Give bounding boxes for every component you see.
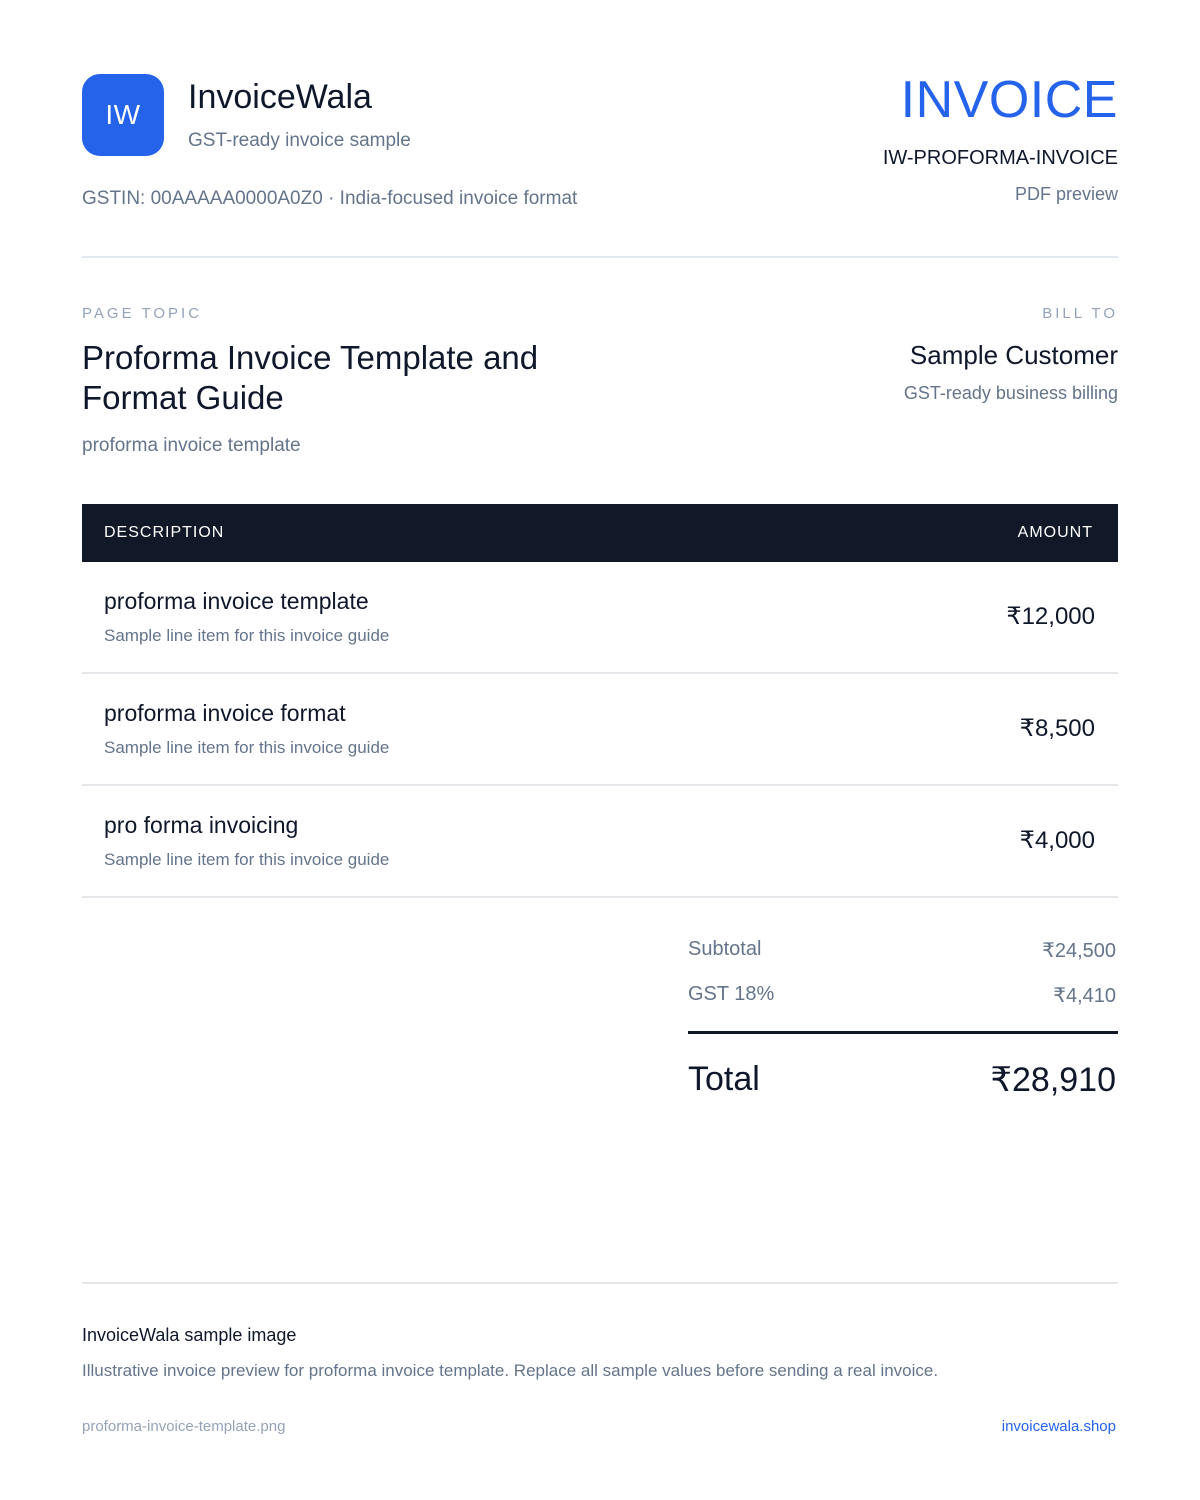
website-link[interactable]: invoicewala.shop xyxy=(1001,1418,1116,1435)
tax-line xyxy=(688,975,1118,1020)
page-topic-keyword: proforma invoice template xyxy=(82,435,301,456)
table-row xyxy=(82,674,1118,786)
table-header xyxy=(82,504,1118,562)
bill-to-eyebrow: BILL TO xyxy=(1042,305,1118,322)
line-item-amount: ₹8,500 xyxy=(1019,715,1095,742)
line-item-subtitle: Sample line item for this invoice guide xyxy=(104,738,390,757)
line-item-title: proforma invoice format xyxy=(104,700,346,726)
gstin-line: GSTIN: 00AAAAA0000A0Z0 · India-focused invoice format xyxy=(82,188,578,209)
column-header-amount: AMOUNT xyxy=(1017,524,1093,541)
footer-title: InvoiceWala sample image xyxy=(82,1325,297,1345)
line-items xyxy=(82,562,1118,898)
total-line xyxy=(688,1060,1118,1104)
brand-tagline: GST-ready invoice sample xyxy=(188,130,411,151)
tax-label: GST 18% xyxy=(688,983,775,1005)
subtotal-label: Subtotal xyxy=(688,938,762,960)
total-rule xyxy=(688,1031,1118,1034)
invoice-page xyxy=(82,0,1118,1500)
brand-logo: IW xyxy=(82,74,164,156)
page-topic-title: Proforma Invoice Template and Format Guide xyxy=(82,339,539,416)
footer-filename: proforma-invoice-template.png xyxy=(82,1418,286,1435)
footer-note: Illustrative invoice preview for proforma invoice template. Replace all sample values before sending a real invoice. xyxy=(82,1361,939,1380)
line-item-subtitle: Sample line item for this invoice guide xyxy=(104,850,390,869)
invoice-number: IW-PROFORMA-INVOICE xyxy=(882,147,1118,169)
table-row xyxy=(82,562,1118,674)
footer-divider xyxy=(82,1282,1118,1284)
subtotal-value: ₹24,500 xyxy=(1042,940,1116,962)
tax-value: ₹4,410 xyxy=(1053,985,1116,1007)
line-item-title: pro forma invoicing xyxy=(104,812,299,838)
invoice-title: INVOICE xyxy=(900,71,1118,129)
subtotal-line xyxy=(688,930,1118,975)
page-topic-eyebrow: PAGE TOPIC xyxy=(82,305,203,322)
line-item-title: proforma invoice template xyxy=(104,588,369,614)
totals-block xyxy=(688,930,1118,1099)
line-item-subtitle: Sample line item for this invoice guide xyxy=(104,626,390,645)
table-row xyxy=(82,786,1118,898)
column-header-description: DESCRIPTION xyxy=(104,524,225,541)
bill-to-description: GST-ready business billing xyxy=(903,383,1118,403)
bill-to-name: Sample Customer xyxy=(909,340,1118,370)
preview-label: PDF preview xyxy=(1014,184,1118,204)
total-value: ₹28,910 xyxy=(990,1061,1116,1099)
line-item-amount: ₹4,000 xyxy=(1019,827,1095,854)
brand-name: InvoiceWala xyxy=(188,78,372,116)
line-item-amount: ₹12,000 xyxy=(1006,603,1095,630)
header-divider xyxy=(82,256,1118,258)
total-label: Total xyxy=(688,1060,760,1098)
